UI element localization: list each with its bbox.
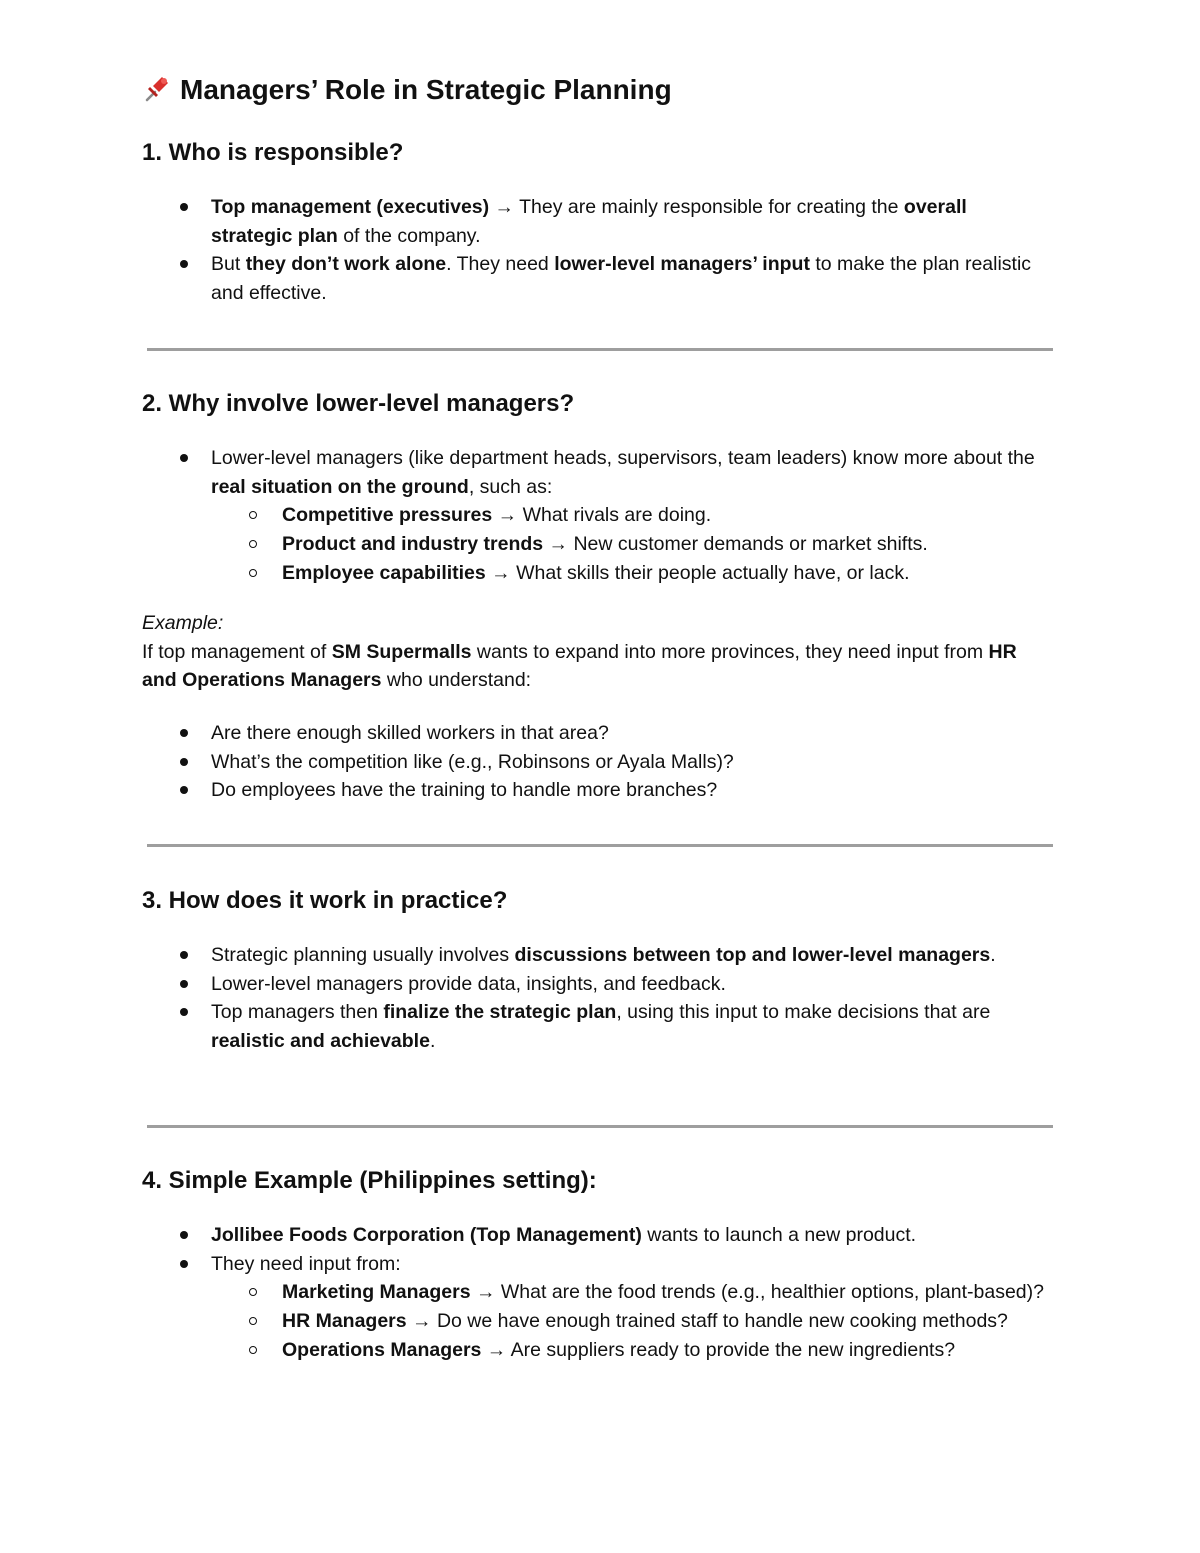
list-item (211, 941, 1052, 970)
sublist-item (282, 530, 1052, 559)
section-4-body (142, 1221, 1052, 1365)
text: → New customer demands or market shifts. (543, 533, 928, 556)
text: . (429, 1030, 436, 1053)
section-2-body (142, 444, 1052, 588)
text: Lower-level managers (like department heads, supervisors, team leaders) know more about the (211, 447, 1035, 469)
example-block (142, 609, 1052, 695)
list-item (211, 193, 1052, 250)
bold-text: Competitive pressures (282, 504, 493, 527)
example-questions (142, 719, 1052, 805)
bold-text: Operations Managers (282, 1338, 482, 1361)
text: wants to expand into more provinces, they need input from (471, 640, 989, 663)
text: of the company. (337, 224, 481, 247)
section-1-heading: 1. Who is responsible? (142, 139, 404, 166)
text: But (211, 253, 246, 276)
sublist-item (282, 1307, 1052, 1336)
example-paragraph (142, 638, 1052, 695)
section-4-list (142, 1221, 1052, 1365)
bold-text: discussions between top and lower-level managers (514, 944, 991, 966)
text: If top management of (142, 640, 332, 663)
sublist-item (282, 1336, 1052, 1365)
text: → What rivals are doing. (492, 504, 712, 527)
section-2-list (142, 444, 1052, 588)
section-2-sublist (211, 501, 1052, 587)
bold-text: real situation on the ground (211, 475, 469, 498)
bold-text: Employee capabilities (282, 561, 486, 584)
bold-text: SM Supermalls (331, 640, 472, 663)
section-1-body (142, 193, 1052, 308)
pushpin-icon (142, 73, 172, 112)
text: Top managers then (211, 1001, 384, 1024)
list-item: Lower-level managers provide data, insights, and feedback. (211, 970, 1052, 999)
list-item (211, 444, 1052, 588)
bold-text: realistic and achievable (211, 1030, 430, 1053)
bold-text: lower-level managers’ input (554, 253, 810, 276)
text: → What are the food trends (e.g., healthier options, plant-based)? (470, 1281, 1044, 1304)
bold-text: Marketing Managers (282, 1281, 471, 1304)
section-4-sublist (211, 1278, 1052, 1364)
list-item: Are there enough skilled workers in that area? (211, 719, 1052, 748)
list-item (211, 1250, 1052, 1365)
text: to make the plan realistic and effective. (211, 253, 1032, 305)
section-4-heading: 4. Simple Example (Philippines setting): (142, 1167, 597, 1194)
horizontal-divider (147, 844, 1053, 847)
sublist-item (282, 501, 1052, 530)
bold-text: HR and Operations Managers (142, 640, 1017, 692)
bold-text: they don’t work alone (245, 253, 447, 276)
list-item: What’s the competition like (e.g., Robinsons or Ayala Malls)? (211, 748, 1052, 777)
bold-text: Product and industry trends (282, 533, 544, 556)
list-item: Do employees have the training to handle more branches? (211, 776, 1052, 805)
text: , such as: (468, 475, 553, 498)
bold-text: Top management (executives) (211, 196, 490, 218)
section-3-body (142, 941, 1052, 1056)
text: Strategic planning usually involves (211, 944, 515, 966)
text: They need input from: (211, 1252, 401, 1275)
example-label: Example: (142, 612, 224, 634)
horizontal-divider (147, 348, 1053, 351)
section-3-heading: 3. How does it work in practice? (142, 887, 508, 914)
bold-text: Jollibee Foods Corporation (Top Management) (211, 1224, 642, 1246)
text: who understand: (381, 669, 532, 692)
section-2-heading: 2. Why involve lower-level managers? (142, 390, 575, 417)
title-text: Managers’ Role in Strategic Planning (180, 74, 672, 105)
horizontal-divider (147, 1125, 1053, 1128)
text: → They are mainly responsible for creating the (489, 196, 904, 218)
sublist-item (282, 1278, 1052, 1307)
questions-list (142, 719, 1052, 805)
list-item (211, 998, 1052, 1055)
section-3-list (142, 941, 1052, 1056)
text: wants to launch a new product. (641, 1224, 917, 1246)
text: → Are suppliers ready to provide the new ingredients? (481, 1338, 956, 1361)
list-item (211, 250, 1052, 307)
bold-text: overall strategic plan (211, 196, 967, 247)
page-title (142, 72, 672, 112)
text: . They need (446, 253, 555, 276)
list-item (211, 1221, 1052, 1250)
text: → Do we have enough trained staff to handle new cooking methods? (406, 1310, 1008, 1333)
bold-text: HR Managers (282, 1310, 407, 1333)
bold-text: finalize the strategic plan (383, 1001, 617, 1024)
text: , using this input to make decisions that are (616, 1001, 991, 1024)
text: . (990, 944, 996, 966)
text: → What skills their people actually have, or lack. (485, 561, 910, 584)
section-1-list (142, 193, 1052, 308)
sublist-item (282, 559, 1052, 588)
